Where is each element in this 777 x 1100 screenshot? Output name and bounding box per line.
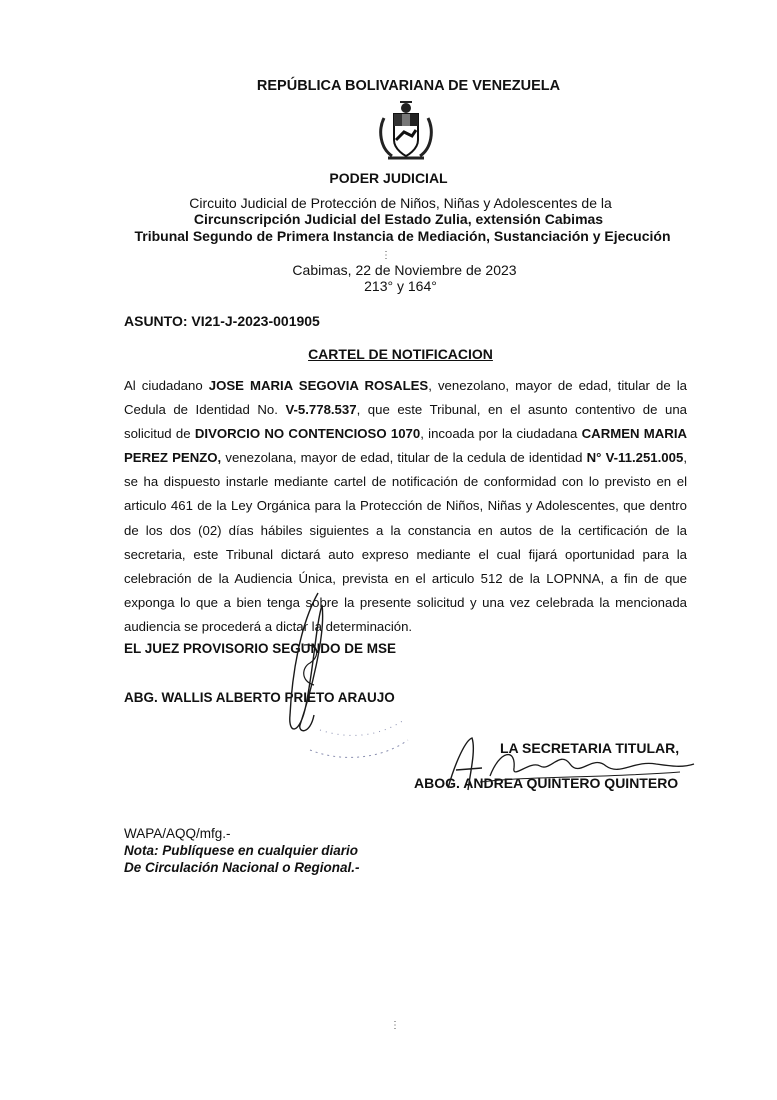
case-subject: ASUNTO: VI21-J-2023-001905 [124, 313, 320, 329]
body-text-1: Al ciudadano [124, 378, 209, 393]
judge-name: ABG. WALLIS ALBERTO PRIETO ARAUJO [124, 690, 395, 705]
secretary-title: LA SECRETARIA TITULAR, [500, 740, 680, 756]
defendant-name: JOSE MARIA SEGOVIA ROSALES [208, 378, 429, 393]
publication-note-line-1: Nota: Publíquese en cualquier diario [124, 843, 359, 858]
judge-title: EL JUEZ PROVISORIO SEGUNDO DE MSE [124, 641, 397, 656]
secretary-name: ABOG. ANDREA QUINTERO QUINTERO [414, 775, 679, 791]
circuit-line-2: Circunscripción Judicial del Estado Zulia, extensión Cabimas [193, 211, 604, 227]
document-title: CARTEL DE NOTIFICACION [308, 346, 493, 362]
circuit-line-1: Circuito Judicial de Protección de Niños, Niñas y Adolescentes de la [189, 195, 612, 211]
initials-line: WAPA/AQQ/mfg.- [124, 826, 231, 841]
body-text-6: , se ha dispuesto instarle mediante cartel de notificación de conformidad con lo previsto en el articulo 461 de la Ley Orgánica para la Protección de Niños, Niñas y Adolescentes, que dentro de los dos (02) días hábiles siguientes a la constancia en autos de la certificación de la secretaria, este Tribunal dictará auto expreso mediante el cual fijará oportunidad para la celebración de la Audiencia Única, prevista en el articulo 512 de la LOPNNA, a fin de que exponga lo que a bien tenga sobre la presente solicitud y una vez celebrada la mencionada audiencia se procederá a dictar la determinación. [124, 450, 687, 634]
body-text-2: , venezolano, mayor de edad, titular de la Cedula de Identidad No. [124, 378, 687, 418]
publication-note-line-2: De Circulación Nacional o Regional.- [124, 860, 360, 875]
circuit-line-3: Tribunal Segundo de Primera Instancia de Mediación, Sustanciación y Ejecución [134, 228, 671, 244]
case-type: DIVORCIO NO CONTENCIOSO 1070 [194, 426, 421, 442]
body-text-3: , que este Tribunal, en el asunto contentivo de una solicitud de [124, 402, 687, 442]
country-heading: REPÚBLICA BOLIVARIANA DE VENEZUELA [256, 78, 561, 94]
judicial-branch-heading: PODER JUDICIAL [329, 170, 448, 186]
coat-of-arms-seal [374, 100, 438, 162]
body-text-4: , incoada por la ciudadana [420, 426, 582, 442]
scan-speck: ⋮ [390, 1020, 400, 1031]
plaintiff-name: CARMEN MARIA PEREZ PENZO, [124, 426, 688, 466]
faint-stamp [300, 700, 420, 770]
years-line: 213° y 164° [364, 278, 437, 294]
secretary-signature [420, 730, 700, 800]
scan-speck: ⋮ [381, 250, 391, 261]
defendant-id: V-5.778.537 [285, 402, 357, 418]
body-text-5: venezolana, mayor de edad, titular de la cedula de identidad [221, 450, 587, 466]
plaintiff-id: N° V-11.251.005 [586, 450, 684, 466]
city-date: Cabimas, 22 de Noviembre de 2023 [292, 262, 517, 278]
notification-body [124, 374, 687, 639]
